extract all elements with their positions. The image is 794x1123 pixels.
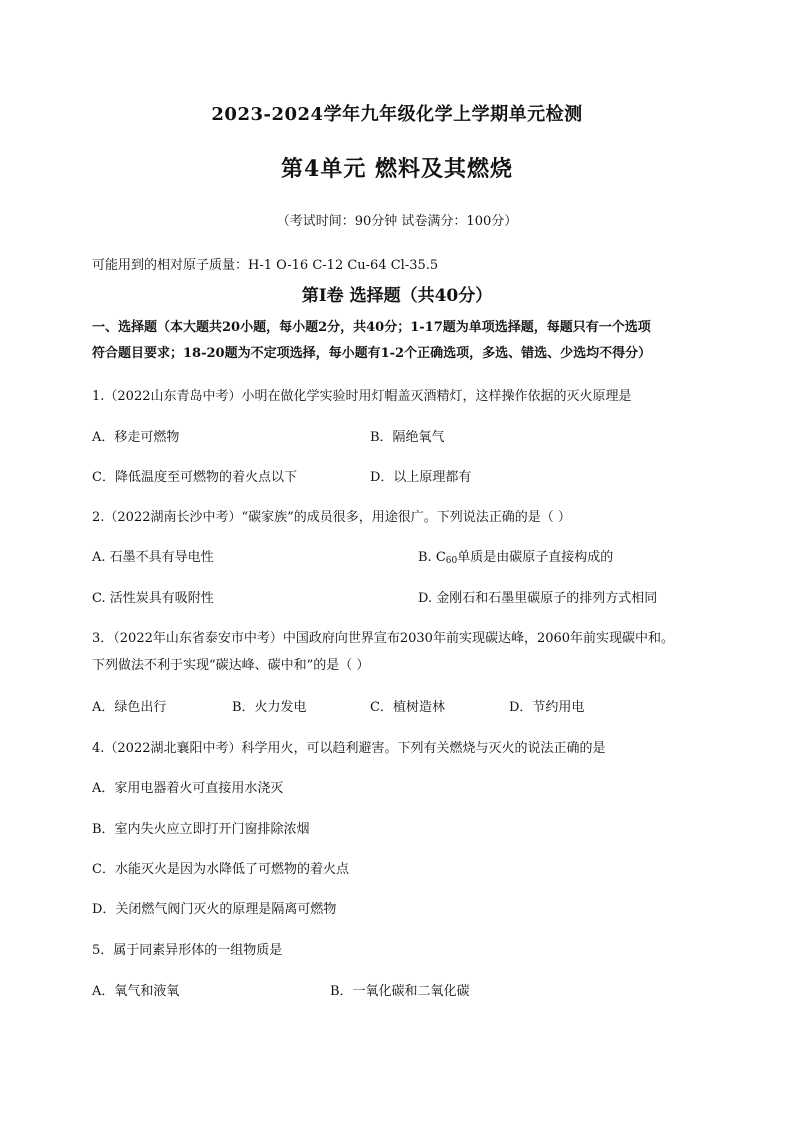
question-1-option-c: C．降低温度至可燃物的着火点以下 bbox=[92, 470, 297, 485]
exam-info: （考试时间：90分钟 试卷满分：100分） bbox=[276, 214, 518, 229]
question-4-option-b: B．室内失火应立即打开门窗排除浓烟 bbox=[92, 822, 310, 837]
section-heading-line1: 一、选择题（本大题共20小题，每小题2分，共40分；1-17题为单项选择题，每题只有一个选项 bbox=[92, 320, 651, 335]
option-b-rest: 单质是由碳原子直接构成的 bbox=[457, 550, 614, 565]
question-1-stem: 1.（2022山东青岛中考）小明在做化学实验时用灯帽盖灭酒精灯，这样操作依据的灭火原理是 bbox=[92, 389, 632, 404]
question-2-option-c: C. 活性炭具有吸附性 bbox=[92, 591, 214, 606]
question-5-stem: 5．属于同素异形体的一组物质是 bbox=[92, 943, 283, 958]
question-2-option-a: A. 石墨不具有导电性 bbox=[92, 550, 214, 565]
question-3-stem-line2: 下列做法不利于实现“碳达峰、碳中和”的是（ ） bbox=[92, 658, 370, 673]
question-3-option-c: C．植树造林 bbox=[370, 700, 445, 715]
unit-title: 第4单元 燃料及其燃烧 bbox=[281, 156, 513, 182]
question-1-option-d: D．以上原理都有 bbox=[370, 470, 472, 485]
question-3-option-a: A．绿色出行 bbox=[92, 700, 167, 715]
question-1-option-a: A．移走可燃物 bbox=[92, 430, 180, 445]
question-2-stem: 2.（2022湖南长沙中考）“碳家族”的成员很多，用途很广。下列说法正确的是（ ） bbox=[92, 510, 571, 525]
question-3-stem-line1: 3．（2022年山东省泰安市中考）中国政府向世界宣布2030年前实现碳达峰，2060年前实现碳中和。 bbox=[92, 631, 675, 646]
question-2-option-b bbox=[418, 546, 613, 566]
c60-subscript: 60 bbox=[445, 556, 458, 566]
part1-title: 第Ⅰ卷 选择题（共40分） bbox=[301, 286, 493, 306]
question-3-option-b: B．火力发电 bbox=[232, 700, 307, 715]
question-1-option-b: B．隔绝氧气 bbox=[370, 430, 445, 445]
exam-title: 2023-2024学年九年级化学上学期单元检测 bbox=[211, 104, 583, 125]
question-4-option-c: C．水能灭火是因为水降低了可燃物的着火点 bbox=[92, 862, 349, 877]
question-4-stem: 4.（2022湖北襄阳中考）科学用火，可以趋利避害。下列有关燃烧与灭火的说法正确的是 bbox=[92, 741, 606, 756]
atomic-masses: 可能用到的相对原子质量：H-1 O-16 C-12 Cu-64 Cl-35.5 bbox=[92, 258, 439, 273]
question-3-option-d: D．节约用电 bbox=[509, 700, 585, 715]
option-b-prefix: B. C bbox=[418, 550, 446, 565]
question-5-option-b: B．一氧化碳和二氧化碳 bbox=[330, 984, 470, 999]
question-4-option-d: D．关闭燃气阀门灭火的原理是隔离可燃物 bbox=[92, 902, 337, 917]
question-4-option-a: A．家用电器着火可直接用水浇灭 bbox=[92, 781, 284, 796]
question-2-option-d: D. 金刚石和石墨里碳原子的排列方式相同 bbox=[418, 591, 658, 606]
question-5-option-a: A．氧气和液氧 bbox=[92, 984, 180, 999]
section-heading-line2: 符合题目要求；18-20题为不定项选择，每小题有1-2个正确选项，多选、错选、少选均不得分） bbox=[92, 346, 652, 361]
